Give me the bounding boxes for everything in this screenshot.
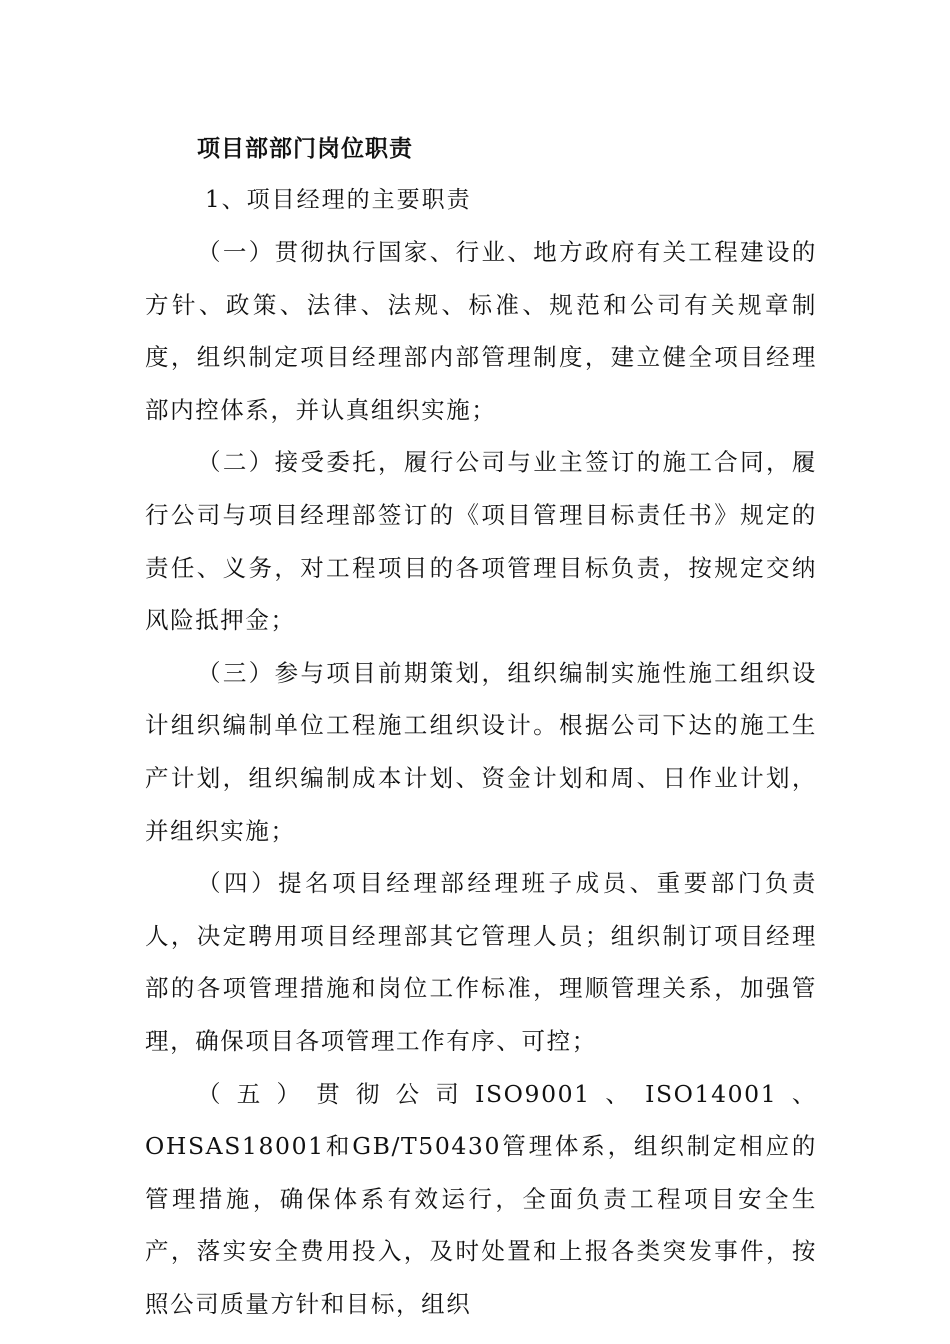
body-text [145,226,817,1330]
paragraph-2: （二）接受委托，履行公司与业主签订的施工合同，履行公司与项目经理部签订的《项目管理目标责任书》规定的责任、义务，对工程项目的各项管理目标负责，按规定交纳风险抵押金； [145,448,817,635]
paragraph-4: （四）提名项目经理部经理班子成员、重要部门负责人，决定聘用项目经理部其它管理人员；组织制订项目经理部的各项管理措施和岗位工作标准，理顺管理关系，加强管理，确保项目各项管理工作有序、可控； [145,869,817,1055]
section-heading: 1、项目经理的主要职责 [205,187,472,213]
paragraph-5: （五）贯彻公司ISO9001、ISO14001、OHSAS18001和GB/T50430管理体系，组织制定相应的管理措施，确保体系有效运行，全面负责工程项目安全生产，落实安全费用投入，及时处置和上报各类突发事件，按照公司质量方针和目标，组织 [145,1079,817,1318]
document-title: 项目部部门岗位职责 [197,135,413,162]
paragraph-3: （三）参与项目前期策划，组织编制实施性施工组织设计组织编制单位工程施工组织设计。根据公司下达的施工生产计划，组织编制成本计划、资金计划和周、日作业计划，并组织实施； [145,658,817,845]
paragraph-1: （一）贯彻执行国家、行业、地方政府有关工程建设的方针、政策、法律、法规、标准、规范和公司有关规章制度，组织制定项目经理部内部管理制度，建立健全项目经理部内控体系，并认真组织实施； [145,238,817,424]
